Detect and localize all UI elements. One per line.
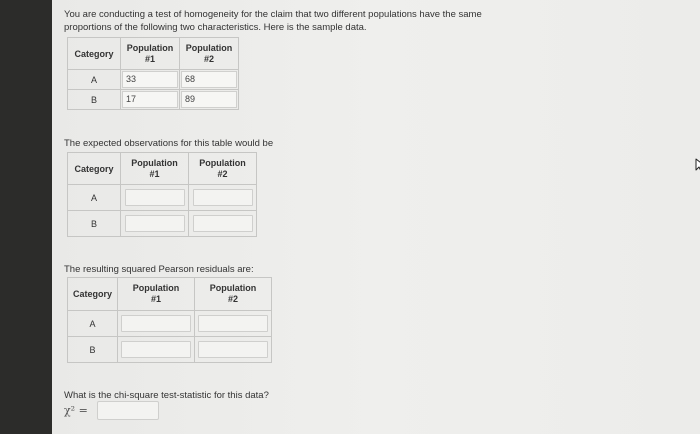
residual-b-pop2-input[interactable] bbox=[198, 341, 268, 358]
sample-data-table bbox=[67, 37, 239, 110]
chi-square-label: χ² = bbox=[64, 404, 88, 417]
category-b-label: B bbox=[68, 90, 121, 110]
residual-a-pop2-input[interactable] bbox=[198, 315, 268, 332]
category-header: Category bbox=[68, 153, 121, 185]
mouse-cursor-icon bbox=[695, 158, 700, 174]
table-row bbox=[68, 311, 272, 337]
table-row bbox=[68, 185, 257, 211]
population-2-header: Population #2 bbox=[195, 278, 272, 311]
category-a-label: A bbox=[68, 311, 118, 337]
table-row bbox=[68, 337, 272, 363]
expected-b-pop1-input[interactable] bbox=[125, 215, 185, 232]
category-header: Category bbox=[68, 38, 121, 70]
population-2-header: Population #2 bbox=[180, 38, 239, 70]
category-header: Category bbox=[68, 278, 118, 311]
expected-prompt: The expected observations for this table would be bbox=[64, 138, 274, 149]
expected-a-pop2-input[interactable] bbox=[193, 189, 253, 206]
residual-a-pop1-input[interactable] bbox=[121, 315, 191, 332]
residuals-table bbox=[67, 277, 272, 363]
category-a-label: A bbox=[68, 185, 121, 211]
category-b-label: B bbox=[68, 337, 118, 363]
sample-cell: 68 bbox=[180, 70, 239, 90]
question-page bbox=[52, 0, 700, 434]
table-row bbox=[68, 90, 239, 110]
residuals-prompt: The resulting squared Pearson residuals are: bbox=[64, 264, 254, 275]
population-1-header: Population #1 bbox=[121, 38, 180, 70]
sample-cell: 89 bbox=[180, 90, 239, 110]
population-1-header: Population #1 bbox=[118, 278, 195, 311]
chi-square-question: What is the chi-square test-statistic for this data? bbox=[64, 390, 269, 401]
sample-cell: 17 bbox=[121, 90, 180, 110]
category-b-label: B bbox=[68, 211, 121, 237]
chi-square-input[interactable] bbox=[97, 401, 159, 420]
population-1-header: Population #1 bbox=[121, 153, 189, 185]
table-row bbox=[68, 211, 257, 237]
expected-table bbox=[67, 152, 257, 237]
expected-b-pop2-input[interactable] bbox=[193, 215, 253, 232]
residual-b-pop1-input[interactable] bbox=[121, 341, 191, 358]
expected-a-pop1-input[interactable] bbox=[125, 189, 185, 206]
table-row bbox=[68, 70, 239, 90]
intro-text: You are conducting a test of homogeneity for the claim that two different populations have the same proportions of the following two characteristics. Here is the sample data. bbox=[64, 9, 482, 33]
category-a-label: A bbox=[68, 70, 121, 90]
sample-cell: 33 bbox=[121, 70, 180, 90]
population-2-header: Population #2 bbox=[189, 153, 257, 185]
